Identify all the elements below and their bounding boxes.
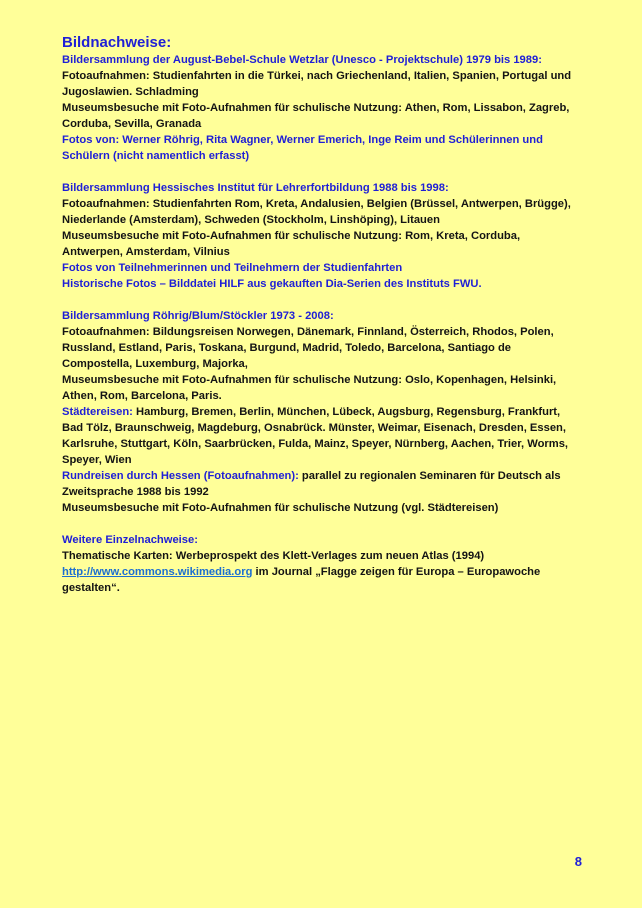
section-3-paragraph-5: Museumsbesuche mit Foto-Aufnahmen für schulische Nutzung (vgl. Städtereisen) (62, 502, 499, 514)
wikimedia-link[interactable]: http://www.commons.wikimedia.org (62, 566, 253, 578)
page-number: 8 (574, 854, 582, 869)
section-4-title: Weitere Einzelnachweise: (62, 534, 198, 546)
section-3-paragraph-2: Museumsbesuche mit Foto-Aufnahmen für schulische Nutzung: Oslo, Kopenhagen, Helsinki, Athen, Rom, Barcelona, Paris. (62, 374, 557, 402)
section-2-paragraph-3: Fotos von Teilnehmerinnen und Teilnehmern der Studienfahrten (62, 262, 403, 274)
section-3-title: Bildersammlung Röhrig/Blum/Stöckler 1973 - 2008: (62, 310, 334, 322)
section-3-paragraph-1: Fotoaufnahmen: Bildungsreisen Norwegen, Dänemark, Finnland, Österreich, Rhodos, Polen, Russland, Estland, Paris, Toskana, Burgund, Madrid, Toledo, Barcelona, Santiago de Compostella, Luxemburg, Majorka, (62, 326, 554, 370)
section-1-paragraph-2: Museumsbesuche mit Foto-Aufnahmen für schulische Nutzung: Athen, Rom, Lissabon, Zagreb, Corduba, Sevilla, Granada (62, 102, 570, 130)
section-2-paragraph-4: Historische Fotos – Bilddatei HILF aus gekauften Dia-Serien des Instituts FWU. (62, 278, 482, 290)
page-heading: Bildnachweise: (62, 34, 172, 51)
section-2-paragraph-2: Museumsbesuche mit Foto-Aufnahmen für schulische Nutzung: Rom, Kreta, Corduba, Antwerpen, Amsterdam, Vilnius (62, 230, 521, 258)
spacer (62, 292, 582, 308)
section-2-paragraph-1: Fotoaufnahmen: Studienfahrten Rom, Kreta, Andalusien, Belgien (Brüssel, Antwerpen, Brügge), Niederlande (Amsterdam), Schweden (Stockholm, Linshöping), Litauen (62, 198, 571, 226)
section-4-paragraph-2-text: im Journal „Flagge zeigen für Europa – Europawoche gestalten“. (62, 566, 541, 594)
section-3-paragraph-3 (62, 404, 582, 468)
section-4-paragraph-1: Thematische Karten: Werbeprospekt des Klett-Verlages zum neuen Atlas (1994) (62, 550, 485, 562)
section-1-paragraph-3: Fotos von: Werner Röhrig, Rita Wagner, Werner Emerich, Inge Reim und Schülerinnen und Schülern (nicht namentlich erfasst) (62, 134, 543, 162)
section-3-paragraph-4 (62, 468, 582, 500)
section-3-paragraph-4-text: parallel zu regionalen Seminaren für Deutsch als Zweitsprache 1988 bis 1992 (62, 470, 561, 498)
section-2-title: Bildersammlung Hessisches Institut für Lehrerfortbildung 1988 bis 1998: (62, 182, 449, 194)
section-3-paragraph-3-label: Städtereisen: (62, 406, 133, 418)
section-3-paragraph-3-text: Hamburg, Bremen, Berlin, München, Lübeck, Augsburg, Regensburg, Frankfurt, Bad Tölz, Braunschweig, Magdeburg, Osnabrück. Münster, Weimar, Eisenach, Dresden, Essen, Karlsruhe, Stuttgart, Köln, Saarbrücken, Fulda, Mainz, Speyer, Nürnberg, Aachen, Trier, Worms, Speyer, Wien (62, 406, 569, 466)
spacer (62, 164, 582, 180)
spacer (62, 516, 582, 532)
section-4-paragraph-2 (62, 564, 582, 596)
section-1-title: Bildersammlung der August-Bebel-Schule Wetzlar (Unesco - Projektschule) 1979 bis 1989: (62, 54, 542, 66)
document-page (62, 34, 582, 596)
section-3-paragraph-4-label: Rundreisen durch Hessen (Fotoaufnahmen): (62, 470, 299, 482)
section-1-paragraph-1: Fotoaufnahmen: Studienfahrten in die Türkei, nach Griechenland, Italien, Spanien, Portugal und Jugoslawien. Schladming (62, 70, 572, 98)
